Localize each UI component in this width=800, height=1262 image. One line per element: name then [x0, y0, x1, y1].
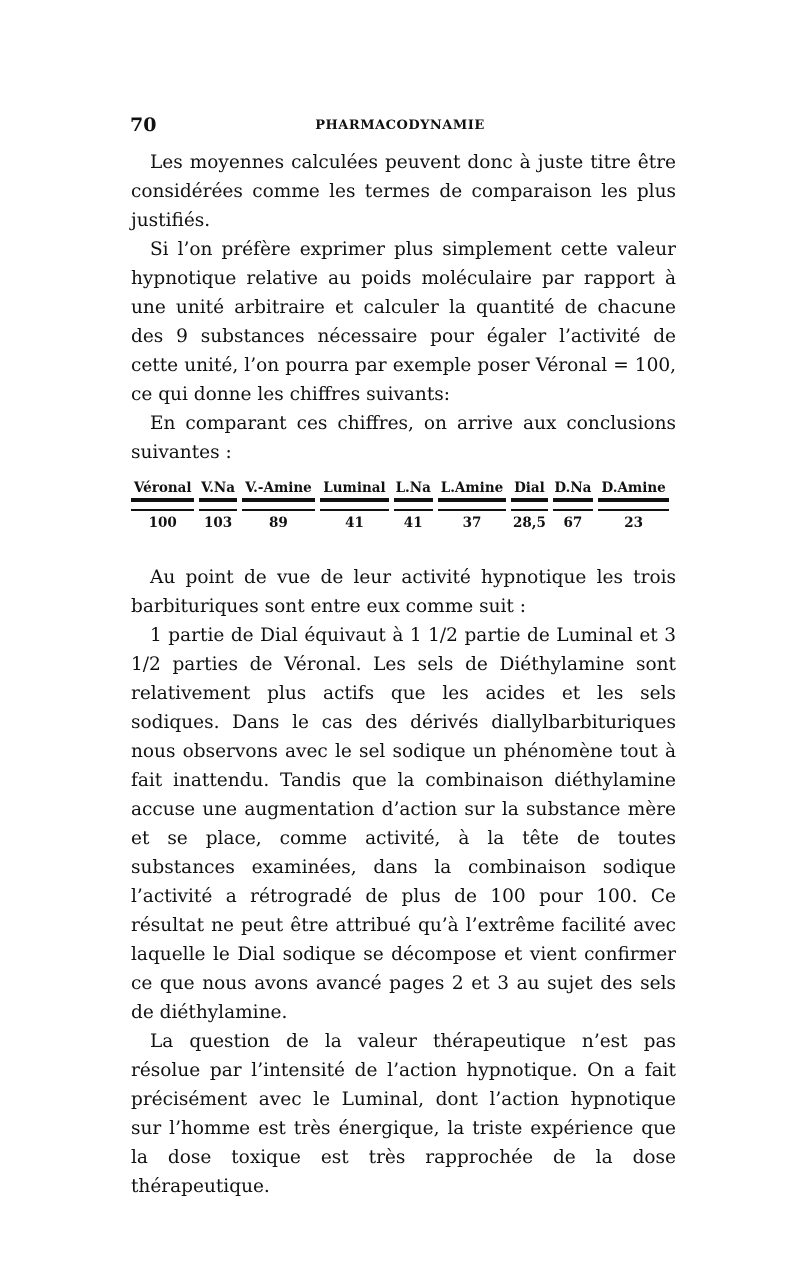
paragraph: Si l’on préfère exprimer plus simplement cette valeur hypnotique relative au poids moléculaire par rapport à une unité arbitraire et calculer la quantité de chacune des 9 substances nécessaire pour égaler l’activité de cette unité, l’on pourra par exemple poser Véronal = 100, ce qui donne les chiffres suivants:: [131, 239, 676, 405]
spacer-cell: [598, 500, 669, 509]
table-header-cell: L.Na: [394, 480, 433, 500]
spacer-cell: [438, 500, 507, 509]
running-head: PHARMACODYNAMIE: [315, 118, 485, 133]
table-header-cell: Véronal: [131, 480, 194, 500]
paragraph: En comparant ces chiffres, on arrive aux conclusions suivantes :: [131, 413, 676, 463]
table-spacer-row: [131, 500, 669, 509]
spacer-cell: [511, 500, 547, 509]
table-header-cell: Dial: [511, 480, 547, 500]
paragraph: Au point de vue de leur activité hypnotique les trois barbituriques sont entre eux comme suit :: [131, 567, 676, 617]
table-value-cell: 89: [242, 509, 315, 531]
table-value-cell: 41: [320, 509, 389, 531]
table-header-cell: Luminal: [320, 480, 389, 500]
paragraph: 1 partie de Dial équivaut à 1 1/2 partie de Luminal et 3 1/2 parties de Véronal. Les sels de Diéthylamine sont relativement plus actifs que les acides et les sels sodiques. Dans le cas des dérivés diallylbarbituriques nous observons avec le sel sodique un phénomène tout à fait inattendu. Tandis que la combinaison diéthylamine accuse une augmentation d’action sur la substance mère et se place, comme activité, à la tête de toutes substances examinées, dans la combinaison sodique l’activité a rétrogradé de plus de 100 pour 100. Ce résultat ne peut être attribué qu’à l’extrême facilité avec laquelle le Dial sodique se décompose et vient confirmer ce que nous avons avancé pages 2 et 3 au sujet des sels de diéthylamine.: [131, 625, 676, 1023]
spacer-cell: [553, 500, 594, 509]
activity-table: [126, 480, 674, 531]
spacer-cell: [394, 500, 433, 509]
table-value-cell: 67: [553, 509, 594, 531]
text-block-bottom: [131, 563, 676, 1201]
table-value-cell: 100: [131, 509, 194, 531]
text-block-top: [131, 148, 676, 467]
spacer-cell: [320, 500, 389, 509]
spacer-cell: [131, 500, 194, 509]
table-header-row: [131, 480, 669, 500]
table-value-cell: 37: [438, 509, 507, 531]
table-header-cell: D.Na: [553, 480, 594, 500]
table-value-cell: 103: [199, 509, 236, 531]
table-header-cell: D.Amine: [598, 480, 669, 500]
paragraph: Les moyennes calculées peuvent donc à juste titre être considérées comme les termes de comparaison les plus justifiés.: [131, 152, 676, 231]
spacer-cell: [199, 500, 236, 509]
table-value-cell: 23: [598, 509, 669, 531]
table-value-cell: 28,5: [511, 509, 547, 531]
page-number: 70: [130, 114, 157, 136]
table-header-cell: V.Na: [199, 480, 236, 500]
spacer-cell: [242, 500, 315, 509]
table-row: [131, 509, 669, 531]
table-header-cell: L.Amine: [438, 480, 507, 500]
table-header-cell: V.-Amine: [242, 480, 315, 500]
table-value-cell: 41: [394, 509, 433, 531]
paragraph: La question de la valeur thérapeutique n’est pas résolue par l’intensité de l’action hypnotique. On a fait précisément avec le Luminal, dont l’action hypnotique sur l’homme est très énergique, la triste expérience que la dose toxique est très rapprochée de la dose thérapeutique.: [131, 1031, 676, 1197]
